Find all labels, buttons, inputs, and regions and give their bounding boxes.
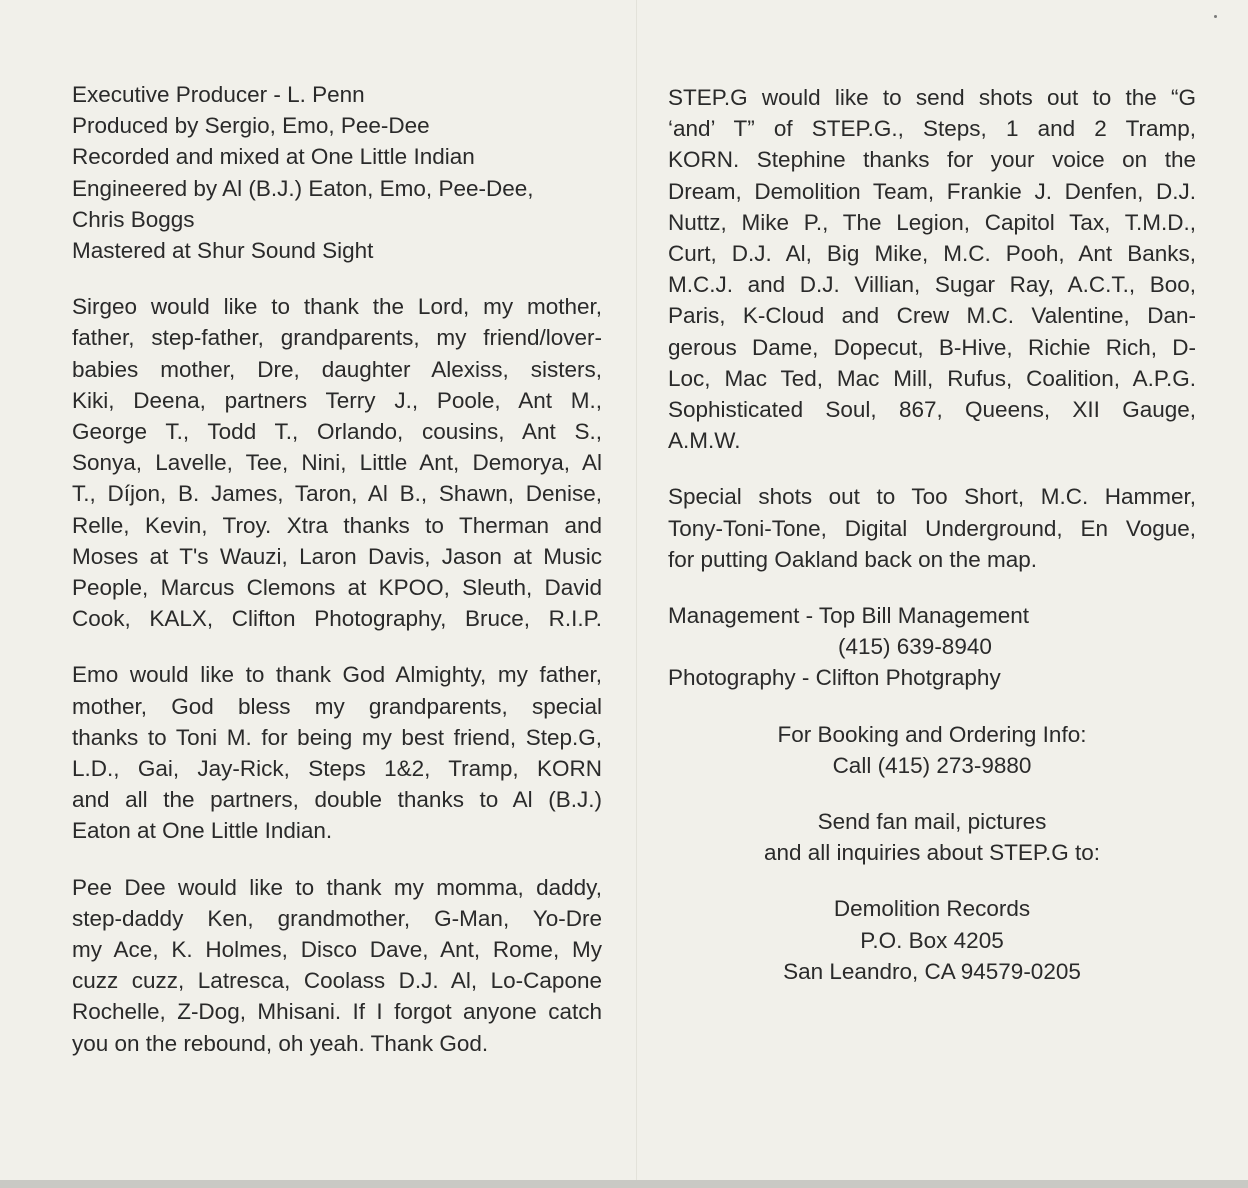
left-column [72, 79, 602, 1084]
thanks-line: babies mother, Dre, daughter Alexiss, sisters, [72, 356, 602, 382]
credit-line: Chris Boggs [72, 206, 195, 232]
address-block [668, 893, 1196, 987]
management-phone: (415) 639-8940 [838, 634, 992, 660]
credit-line: Recorded and mixed at One Little Indian [72, 144, 475, 170]
credit-line: Mastered at Shur Sound Sight [72, 238, 374, 264]
shots-line: Tony-Toni-Tone, Digital Underground, En Vogue, [668, 515, 1196, 541]
right-column [668, 82, 1196, 1012]
shots-line: Curt, D.J. Al, Big Mike, M.C. Pooh, Ant Banks, [668, 241, 1196, 267]
booking-phone: Call (415) 273-9880 [832, 752, 1032, 778]
sirgeo-thanks-block [72, 291, 602, 634]
thanks-line: Sirgeo would like to thank the Lord, my mother, [72, 294, 602, 320]
shots-line: Dream, Demolition Team, Frankie J. Denfen, D.J. [668, 178, 1196, 204]
management-label: Management - Top Bill Management [668, 603, 1030, 629]
thanks-line: T., Díjon, B. James, Taron, Al B., Shawn, Denise, [72, 481, 602, 507]
thanks-line: Rochelle, Z-Dog, Mhisani. If I forgot anyone catch [72, 999, 602, 1025]
credit-line: Executive Producer - L. Penn [72, 82, 365, 107]
shots-line: ‘and’ T” of STEP.G., Steps, 1 and 2 Tramp, [668, 116, 1196, 142]
thanks-line: my Ace, K. Holmes, Disco Dave, Ant, Rome, My [72, 937, 602, 963]
credits-block [72, 79, 602, 266]
address-line: P.O. Box 4205 [860, 927, 1004, 953]
shots-line: M.C.J. and D.J. Villian, Sugar Ray, A.C.T., Boo, [668, 272, 1196, 298]
shots-line: gerous Dame, Dopecut, B-Hive, Richie Rich, D- [668, 334, 1196, 360]
thanks-line: Sonya, Lavelle, Tee, Nini, Little Ant, Demorya, Al [72, 450, 602, 476]
booking-block [668, 719, 1196, 781]
shots-line: KORN. Stephine thanks for your voice on the [668, 147, 1196, 173]
shots-line: STEP.G would like to send shots out to the “G [668, 85, 1196, 110]
thanks-line: thanks to Toni M. for being my best friend, Step.G, [72, 724, 602, 750]
shots-line: for putting Oakland back on the map. [668, 546, 1037, 572]
credit-line: Engineered by Al (B.J.) Eaton, Emo, Pee-Dee, [72, 175, 534, 201]
thanks-line: mother, God bless my grandparents, special [72, 693, 602, 719]
shots-line: Nuttz, Mike P., The Legion, Capitol Tax, T.M.D., [668, 209, 1196, 235]
fan-mail-block [668, 806, 1196, 868]
booking-heading: For Booking and Ordering Info: [777, 721, 1087, 747]
address-line: Demolition Records [833, 896, 1031, 922]
thanks-line: L.D., Gai, Jay-Rick, Steps 1&2, Tramp, KORN [72, 756, 602, 782]
thanks-line: and all the partners, double thanks to Al (B.J.) [72, 787, 602, 813]
peedee-thanks-block [72, 872, 602, 1059]
shots-line: Special shots out to Too Short, M.C. Hammer, [668, 484, 1196, 510]
thanks-line: George T., Todd T., Orlando, cousins, Ant S., [72, 419, 602, 445]
shots-line: Loc, Mac Ted, Mac Mill, Rufus, Coalition, A.P.G. [668, 365, 1196, 391]
shots-line: Sophisticated Soul, 867, Queens, XII Gauge, [668, 397, 1196, 423]
stepg-shots-block [668, 82, 1196, 456]
special-shots-block [668, 481, 1196, 575]
emo-thanks-block [72, 659, 602, 846]
fold-line [636, 0, 637, 1180]
speck-mark [1214, 15, 1217, 18]
thanks-line: Relle, Kevin, Troy. Xtra thanks to Therman and [72, 512, 602, 538]
thanks-line: Moses at T's Wauzi, Laron Davis, Jason at Music [72, 543, 602, 569]
shots-line: A.M.W. [668, 428, 741, 454]
thanks-line: Emo would like to thank God Almighty, my father, [72, 662, 602, 688]
fan-mail-line: and all inquiries about STEP.G to: [763, 840, 1101, 866]
thanks-line: Cook, KALX, Clifton Photography, Bruce, R.I.P. [72, 606, 602, 632]
address-line: San Leandro, CA 94579-0205 [783, 958, 1081, 984]
thanks-line: Pee Dee would like to thank my momma, daddy, [72, 874, 602, 900]
shots-line: Paris, K-Cloud and Crew M.C. Valentine, Dan- [668, 303, 1196, 329]
credit-line: Produced by Sergio, Emo, Pee-Dee [72, 113, 430, 139]
thanks-line: Eaton at One Little Indian. [72, 818, 333, 844]
thanks-line: father, step-father, grandparents, my friend/lover- [72, 325, 602, 351]
scan-bottom-edge [0, 1180, 1248, 1188]
fan-mail-line: Send fan mail, pictures [817, 809, 1047, 835]
management-block [668, 600, 1196, 694]
thanks-line: cuzz cuzz, Latresca, Coolass D.J. Al, Lo-Capone [72, 968, 602, 994]
thanks-line: step-daddy Ken, grandmother, G-Man, Yo-Dre [72, 905, 602, 931]
thanks-line: you on the rebound, oh yeah. Thank God. [72, 1030, 489, 1056]
photography-credit: Photography - Clifton Photgraphy [668, 665, 1001, 691]
thanks-line: Kiki, Deena, partners Terry J., Poole, Ant M., [72, 387, 602, 413]
thanks-line: People, Marcus Clemons at KPOO, Sleuth, David [72, 575, 602, 601]
